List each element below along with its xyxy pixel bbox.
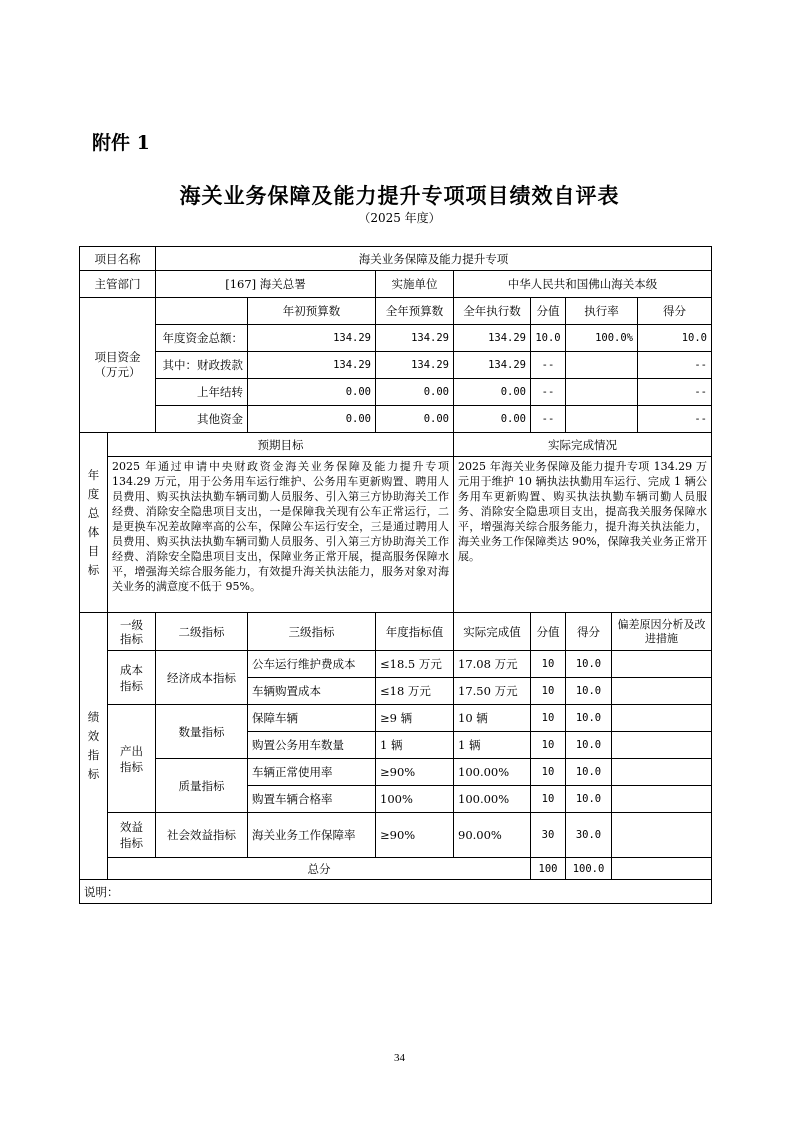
notes-row bbox=[80, 880, 712, 904]
notes-label: 说明： bbox=[80, 880, 712, 904]
actual-result-header: 实际完成情况 bbox=[454, 433, 712, 457]
funds-executed: 0.00 bbox=[454, 379, 531, 406]
actual-cell: 17.08 万元 bbox=[454, 651, 531, 678]
funds-rate bbox=[566, 406, 638, 433]
reason-cell bbox=[612, 678, 712, 705]
funds-score-value: 10.0 bbox=[531, 325, 566, 352]
level1-benefit-text: 效益指标 bbox=[120, 820, 143, 850]
funds-rate bbox=[566, 379, 638, 406]
goals-label bbox=[80, 433, 108, 613]
target-cell: ≤18 万元 bbox=[376, 678, 454, 705]
funds-score: -- bbox=[638, 406, 712, 433]
funds-row-label: 其中：财政拨款 bbox=[156, 352, 248, 379]
funds-header-executed: 全年执行数 bbox=[454, 298, 531, 325]
actual-cell: 1 辆 bbox=[454, 732, 531, 759]
score-cell: 10.0 bbox=[566, 759, 612, 786]
funds-header-blank bbox=[156, 298, 248, 325]
funds-score: -- bbox=[638, 379, 712, 406]
funds-row bbox=[80, 406, 712, 433]
target-cell: 1 辆 bbox=[376, 732, 454, 759]
score-value-cell: 30 bbox=[531, 813, 566, 858]
funds-header-score-value: 分值 bbox=[531, 298, 566, 325]
project-name-row bbox=[80, 247, 712, 271]
attachment-label: 附件 1 bbox=[92, 132, 150, 154]
funds-executed: 134.29 bbox=[454, 352, 531, 379]
funds-annual: 0.00 bbox=[376, 406, 454, 433]
funds-header-score: 得分 bbox=[638, 298, 712, 325]
score-cell: 10.0 bbox=[566, 732, 612, 759]
header-level3: 三级指标 bbox=[248, 613, 376, 651]
funds-annual: 134.29 bbox=[376, 325, 454, 352]
table-row bbox=[80, 651, 712, 678]
reason-cell bbox=[612, 759, 712, 786]
funds-header-initial: 年初预算数 bbox=[248, 298, 376, 325]
header-target: 年度指标值 bbox=[376, 613, 454, 651]
actual-cell: 90.00% bbox=[454, 813, 531, 858]
header-level2: 二级指标 bbox=[156, 613, 248, 651]
score-value-cell: 10 bbox=[531, 705, 566, 732]
target-cell: ≤18.5 万元 bbox=[376, 651, 454, 678]
header-score-value: 分值 bbox=[531, 613, 566, 651]
level2-quality: 质量指标 bbox=[156, 759, 248, 813]
level3-cell: 海关业务工作保障率 bbox=[248, 813, 376, 858]
funds-annual: 0.00 bbox=[376, 379, 454, 406]
funds-row-label: 年度资金总额： bbox=[156, 325, 248, 352]
funds-row bbox=[80, 379, 712, 406]
score-value-cell: 10 bbox=[531, 651, 566, 678]
funds-row bbox=[80, 325, 712, 352]
funds-initial: 0.00 bbox=[248, 379, 376, 406]
self-evaluation-table bbox=[79, 246, 712, 904]
page-number: 34 bbox=[394, 1052, 405, 1064]
level1-benefit bbox=[108, 813, 156, 858]
actual-cell: 100.00% bbox=[454, 786, 531, 813]
funds-header-row bbox=[80, 298, 712, 325]
score-value-cell: 10 bbox=[531, 678, 566, 705]
header-reason bbox=[612, 613, 712, 651]
reason-cell bbox=[612, 786, 712, 813]
funds-initial: 0.00 bbox=[248, 406, 376, 433]
actual-cell: 100.00% bbox=[454, 759, 531, 786]
level2-quantity: 数量指标 bbox=[156, 705, 248, 759]
impl-label: 实施单位 bbox=[376, 271, 454, 298]
funds-row bbox=[80, 352, 712, 379]
score-cell: 10.0 bbox=[566, 678, 612, 705]
level3-cell: 购置公务用车数量 bbox=[248, 732, 376, 759]
header-reason-text: 偏差原因分析及改进措施 bbox=[617, 617, 706, 645]
funds-label bbox=[80, 298, 156, 433]
total-score: 100.0 bbox=[566, 858, 612, 880]
indicators-label-text: 绩效指标 bbox=[87, 710, 100, 781]
total-label: 总分 bbox=[108, 858, 531, 880]
funds-header-annual: 全年预算数 bbox=[376, 298, 454, 325]
funds-header-rate: 执行率 bbox=[566, 298, 638, 325]
level3-cell: 公车运行维护费成本 bbox=[248, 651, 376, 678]
impl-value: 中华人民共和国佛山海关本级 bbox=[454, 271, 712, 298]
goals-label-text: 年度总体目标 bbox=[87, 467, 100, 577]
header-level1-text: 一级指标 bbox=[120, 617, 143, 646]
level1-output-text: 产出指标 bbox=[120, 743, 143, 774]
score-cell: 10.0 bbox=[566, 651, 612, 678]
table-row bbox=[80, 813, 712, 858]
level3-cell: 购置车辆合格率 bbox=[248, 786, 376, 813]
total-score-value: 100 bbox=[531, 858, 566, 880]
reason-cell bbox=[612, 705, 712, 732]
actual-result-text: 2025 年海关业务保障及能力提升专项 134.29 万元用于维护 10 辆执法执勤用车运行、完成 1 辆公务用车更新购置、购买执法执勤车辆司勤人员服务、消除安全隐患项目支出，提高我关服务保障水平，增强海关综合服务能力，提升海关执法能力，海关业务工作保障类达 90%，保障我关业务正常开展。 bbox=[454, 457, 712, 613]
score-cell: 30.0 bbox=[566, 813, 612, 858]
dept-label: 主管部门 bbox=[80, 271, 156, 298]
header-level1 bbox=[108, 613, 156, 651]
funds-score-value: -- bbox=[531, 406, 566, 433]
indicators-header-row bbox=[80, 613, 712, 651]
target-cell: 100% bbox=[376, 786, 454, 813]
score-cell: 10.0 bbox=[566, 705, 612, 732]
funds-rate: 100.0% bbox=[566, 325, 638, 352]
level1-cost-text: 成本指标 bbox=[120, 662, 143, 693]
level3-cell: 车辆正常使用率 bbox=[248, 759, 376, 786]
funds-score: -- bbox=[638, 352, 712, 379]
level1-cost bbox=[108, 651, 156, 705]
expected-goal-text: 2025 年通过申请中央财政资金海关业务保障及能力提升专项 134.29 万元，用于公务用车运行维护、公务用车更新购置、聘用人员费用、购买执法执勤车辆司勤人员服务、引入第三方协助海关工作经费、消除安全隐患项目支出，一是保障我关现有公车正常运行，二是更换车况差故障率高的公车，保障公车运行安全，三是通过聘用人员费用、购买执法执勤车辆司勤人员服务、引入第三方协助海关工作经费、消除安全隐患项目支出，保障业务正常开展，提高服务保障水平，增强海关综合服务能力，有效提升海关执法能力，服务对象对海关业务的满意度不低于 95%。 bbox=[108, 457, 454, 613]
score-value-cell: 10 bbox=[531, 732, 566, 759]
reason-cell bbox=[612, 732, 712, 759]
header-score: 得分 bbox=[566, 613, 612, 651]
expected-goal-header: 预期目标 bbox=[108, 433, 454, 457]
table-row bbox=[80, 759, 712, 786]
project-name-label: 项目名称 bbox=[80, 247, 156, 271]
score-value-cell: 10 bbox=[531, 759, 566, 786]
header-actual: 实际完成值 bbox=[454, 613, 531, 651]
target-cell: ≥9 辆 bbox=[376, 705, 454, 732]
indicators-label bbox=[80, 613, 108, 880]
funds-score-value: -- bbox=[531, 352, 566, 379]
score-cell: 10.0 bbox=[566, 786, 612, 813]
page-title: 海关业务保障及能力提升专项项目绩效自评表 bbox=[179, 183, 620, 208]
total-row bbox=[80, 858, 712, 880]
reason-cell bbox=[612, 813, 712, 858]
actual-cell: 10 辆 bbox=[454, 705, 531, 732]
goals-header-row bbox=[80, 433, 712, 457]
score-value-cell: 10 bbox=[531, 786, 566, 813]
dept-value: [167] 海关总署 bbox=[156, 271, 376, 298]
funds-initial: 134.29 bbox=[248, 325, 376, 352]
funds-row-label: 上年结转 bbox=[156, 379, 248, 406]
funds-rate bbox=[566, 352, 638, 379]
target-cell: ≥90% bbox=[376, 759, 454, 786]
funds-initial: 134.29 bbox=[248, 352, 376, 379]
funds-annual: 134.29 bbox=[376, 352, 454, 379]
level3-cell: 保障车辆 bbox=[248, 705, 376, 732]
project-name-value: 海关业务保障及能力提升专项 bbox=[156, 247, 712, 271]
level1-output bbox=[108, 705, 156, 813]
total-reason bbox=[612, 858, 712, 880]
level3-cell: 车辆购置成本 bbox=[248, 678, 376, 705]
level2-social-benefit: 社会效益指标 bbox=[156, 813, 248, 858]
funds-score-value: -- bbox=[531, 379, 566, 406]
level2-economic-cost: 经济成本指标 bbox=[156, 651, 248, 705]
actual-cell: 17.50 万元 bbox=[454, 678, 531, 705]
page-subtitle: （2025 年度） bbox=[358, 211, 441, 225]
funds-label-text: 项目资金（万元） bbox=[94, 350, 141, 379]
funds-row-label: 其他资金 bbox=[156, 406, 248, 433]
goals-content-row bbox=[80, 457, 712, 613]
funds-score: 10.0 bbox=[638, 325, 712, 352]
reason-cell bbox=[612, 651, 712, 678]
funds-executed: 134.29 bbox=[454, 325, 531, 352]
funds-executed: 0.00 bbox=[454, 406, 531, 433]
department-row bbox=[80, 271, 712, 298]
target-cell: ≥90% bbox=[376, 813, 454, 858]
table-row bbox=[80, 705, 712, 732]
